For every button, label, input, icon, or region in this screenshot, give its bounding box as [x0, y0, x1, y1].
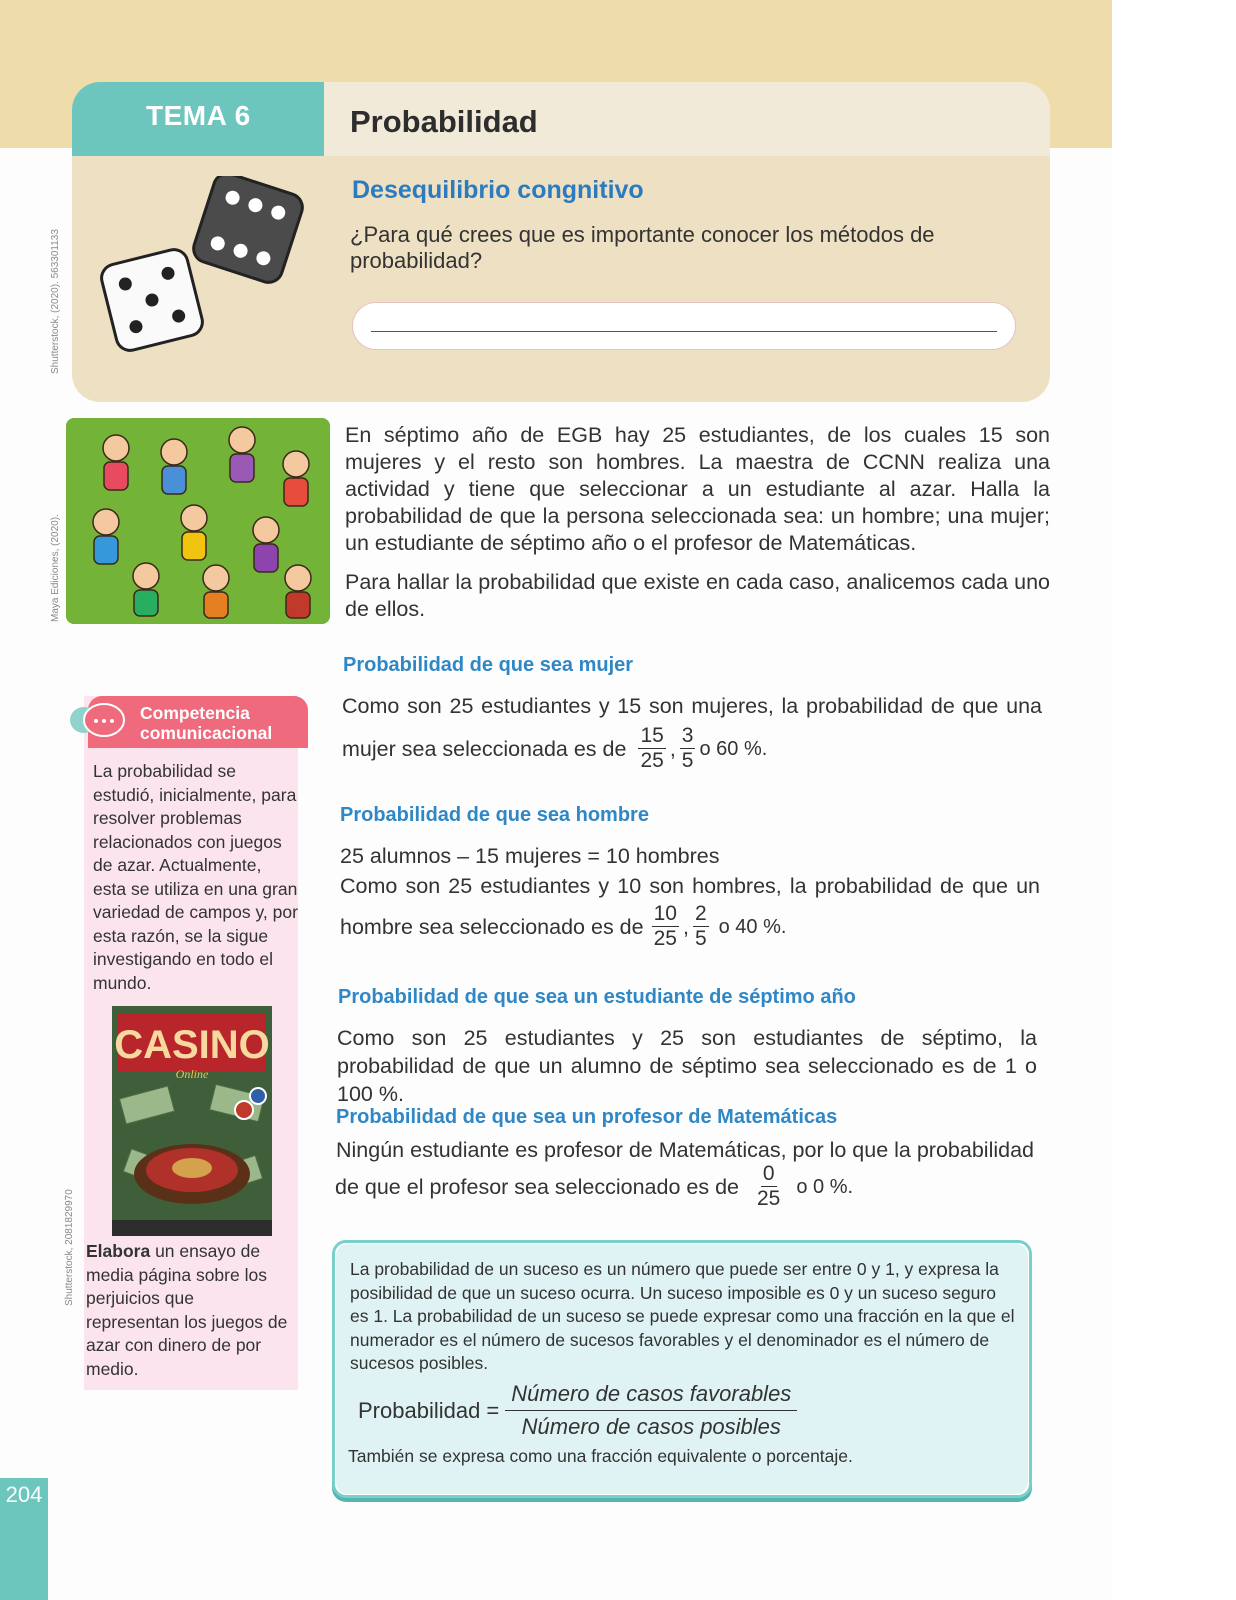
page-title: Probabilidad — [350, 104, 538, 139]
profesor-heading: Probabilidad de que sea un profesor de Matemáticas — [336, 1106, 838, 1128]
formula-fraction — [505, 1378, 797, 1443]
page-number: 204 — [5, 1482, 43, 1507]
tema-label: TEMA 6 — [146, 100, 251, 131]
intro-paragraph-2: Para hallar la probabilidad que existe en cada caso, analicemos cada uno de ellos. — [345, 570, 1050, 621]
fraction-denominator: 5 — [694, 927, 707, 950]
hombre-fraction-2 — [693, 902, 709, 951]
fraction-denominator: 25 — [653, 927, 677, 950]
hombre-heading: Probabilidad de que sea hombre — [340, 804, 649, 826]
competencia-text: La probabilidad se estudió, inicialmente, para resolver problemas relacionados con juegos de azar. Actualmente, esta se utiliza en una gran variedad de campos y, por esta razón, se la sigue investigando en todo el mundo. — [93, 761, 298, 993]
fraction-numerator: 0 — [762, 1162, 775, 1185]
dice-illustration — [96, 176, 308, 352]
mujer-suffix: o 60 %. — [699, 737, 768, 760]
mujer-fraction-1 — [638, 724, 665, 773]
mujer-line-2 — [342, 724, 767, 773]
photo-credit-kids: Maya Ediciones, (2020). — [50, 514, 61, 622]
desequilibrio-question: ¿Para qué crees que es importante conocer los métodos de probabilidad? — [350, 222, 935, 273]
mujer-heading: Probabilidad de que sea mujer — [343, 654, 634, 676]
profesor-prefix: de que el profesor sea seleccionado es de — [335, 1174, 739, 1199]
profesor-line-1: Ningún estudiante es profesor de Matemáticas, por lo que la probabilidad — [336, 1138, 1034, 1162]
fraction-numerator: 15 — [640, 724, 664, 747]
mujer-line-1: Como son 25 estudiantes y 15 son mujeres, la probabilidad de que una — [342, 694, 1042, 718]
photo-credit-dice: Shutterstock, (2020). 563301133 — [50, 229, 61, 374]
children-illustration — [66, 418, 330, 624]
competencia-title: Competencia comunicacional — [140, 703, 273, 743]
mujer-fraction-2 — [680, 724, 696, 773]
answer-line — [371, 331, 997, 332]
intro-paragraph-1: En séptimo año de EGB hay 25 estudiantes, de los cuales 15 son mujeres y el resto son hombres. La maestra de CCNN realiza una actividad y tiene que seleccionar a un estudiante al azar. Halla la probabilidad de que la persona seleccionada sea: un hombre; una mujer; un estudiante de séptimo año o el profesor de Matemáticas. — [345, 423, 1050, 555]
hombre-prefix: hombre sea seleccionado es de — [340, 914, 644, 939]
desequilibrio-heading: Desequilibrio congnitivo — [352, 176, 644, 204]
hombre-line-1: Como son 25 estudiantes y 10 son hombres, la probabilidad de que un — [340, 874, 1040, 898]
fraction-numerator: 10 — [653, 902, 677, 925]
fraction-separator: , — [669, 736, 676, 761]
elabora-rest: un ensayo de media página sobre los perjuicios que representan los juegos de azar con dinero de por medio. — [86, 1241, 288, 1379]
hombre-calc: 25 alumnos – 15 mujeres = 10 hombres — [340, 844, 720, 868]
fraction-separator: , — [682, 914, 689, 939]
formula-label: Probabilidad = — [358, 1397, 500, 1423]
profesor-line-2 — [335, 1162, 853, 1211]
intro-problem — [345, 422, 1050, 623]
mujer-prefix: mujer sea seleccionada es de — [342, 736, 627, 761]
elabora-bold: Elabora — [86, 1241, 151, 1261]
hombre-fraction-1 — [652, 902, 679, 951]
fraction-numerator: 2 — [694, 902, 707, 925]
photo-credit-casino: Shutterstock, 2081829970 — [64, 1189, 75, 1306]
formula-denominator: Número de casos posibles — [521, 1414, 781, 1439]
profesor-suffix: o 0 %. — [796, 1175, 854, 1198]
fraction-denominator: 5 — [681, 749, 694, 772]
elabora-activity — [86, 1240, 291, 1381]
page-margin — [1112, 0, 1236, 1600]
hombre-suffix: o 40 %. — [718, 915, 787, 938]
hombre-line-2 — [340, 902, 786, 951]
definition-text: La probabilidad de un suceso es un número que puede ser entre 0 y 1, y expresa la posibilidad de que un suceso ocurra. Un suceso imposible es 0 y un suceso seguro es 1. La probabilidad de un suceso se puede expresar como una fracción en la que el numerador es el número de sucesos favorables y el denominador es el número de sucesos posibles. — [350, 1259, 1015, 1373]
casino-illustration — [112, 1006, 272, 1236]
tema-tab — [72, 82, 324, 156]
definition-footer: También se expresa como una fracción equivalente o porcentaje. — [348, 1446, 853, 1466]
title-bar — [324, 82, 1050, 156]
profesor-fraction — [755, 1162, 782, 1211]
casino-subtitle: Online — [175, 1067, 209, 1081]
fraction-denominator: 25 — [757, 1187, 781, 1210]
fraction-denominator: 25 — [640, 749, 664, 772]
septimo-text: Como son 25 estudiantes y 25 son estudiantes de séptimo, la probabilidad de que un alumno de séptimo sea seleccionado es de 1 o 100 %. — [337, 1026, 1037, 1106]
answer-field[interactable] — [352, 302, 1016, 350]
casino-title: CASINO — [114, 1023, 270, 1067]
fraction-numerator: 3 — [681, 724, 694, 747]
formula-numerator: Número de casos favorables — [505, 1378, 797, 1411]
septimo-heading: Probabilidad de que sea un estudiante de séptimo año — [338, 986, 856, 1008]
chat-bubble-icon — [66, 700, 128, 742]
probability-formula — [358, 1378, 797, 1443]
